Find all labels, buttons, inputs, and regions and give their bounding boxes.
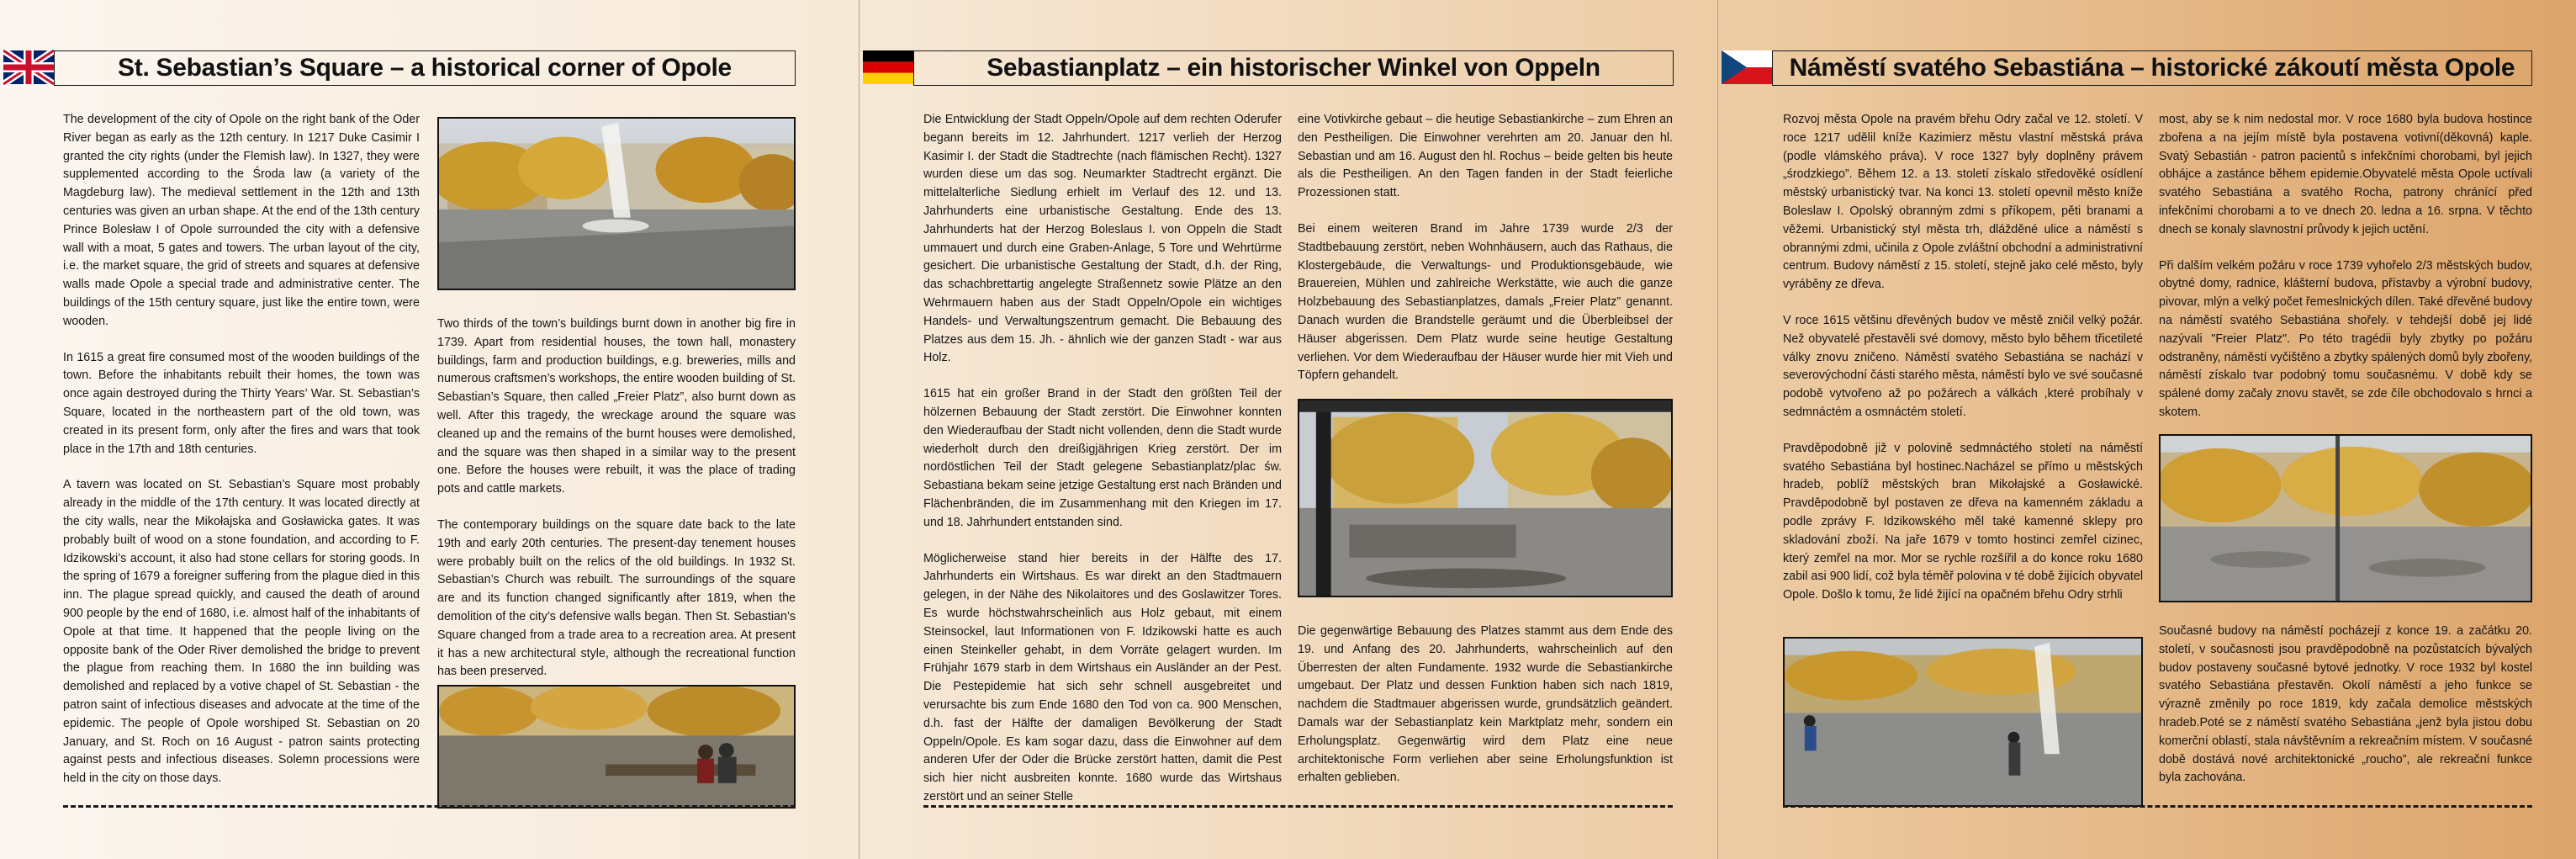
czech-title: Náměstí svatého Sebastiána – historické zákoutí města Opole <box>1772 50 2532 86</box>
czech-right-column-top: most, aby se k nim nedostal mor. V roce 1680 byla budova hostince zbořena a na jejím místě byla postavena votivní(děkovná) kaple. Svatý Sebastián - patron pacientů s infekčními chorobami, byl jejich obhájce a zastánce během epidemie.Obyvatelé města Opole uctívali svatého Sebastiána a svatého Rocha, patrony chránící před infekčními chorobami a to ve dnech 20. ledna a 16. srpna. V těchto dnech se konaly slavnostní průvody k jejich uctění. Při dalším velkém požáru v roce 1739 vyhořelo 2/3 městských budov, obytné domy, radnice, klášterní budova, přístavby a výrobní budovy, pivovar, mlýn a velký počet řemeslnických dílen. Také dřevěné budovy na náměstí svatého Sebastiána shořely. v tehdejší době jej lidé nazývali "Freier Platz". Po této tragédii byly zbytky po požáru odstraněny, náměstí vyčištěno a zbytky spálených domů byly zbořeny, náměstí získalo tvar podobný tomu současnému. V době kdy se spálené domy začaly znovu stavět, se zde číle obchodovalo s hrnci a skotem. <box>2159 113 2532 419</box>
english-title: St. Sebastian’s Square – a historical corner of Opole <box>54 50 796 86</box>
czech-right-column-bottom: Současné budovy na náměstí pocházejí z konce 19. a začátku 20. století, v současnosti jsou pravděpodobně na pozůstatcích bývalých budov postaveny současné bytové jednotky. V roce 1932 byl kostel svatého Sebastiána přestavěn. Okolí náměstí a jeho funkce se výrazně změnily po roce 1819, kdy začala demolice městských hradeb.Poté se z náměstí svatého Sebastiána „jenž byla jistou dobu komerční oblastí, stala návštěvním a rekreačním místem. V současné době dostává nové architektonické „roucho”, ale rekreační funkce byla zachována. <box>2159 624 2532 785</box>
english-right-column: Two thirds of the town’s buildings burnt down in another big fire in 1739. Apart from residential houses, the town hall, monastery buildings, farm and production buildings, e.g. breweries, mills and numerous craftsmen’s workshops, the entire wooden building of St. Sebastian’s Square, then called „Freier Platz”, also burnt down as well. After this tragedy, the wreckage around the square was cleaned up and the remains of the burnt houses were demolished, and the square was then shaped in a similar way to the present one. Before the houses were rebuilt, it was the place of trading pots and cattle markets. The contemporary buildings on the square date back to the late 19th and early 20th centuries. The present-day tenement houses were probably built on the relics of the old buildings. In 1932 St. Sebastian’s Church was rebuilt. The surroundings of the square are and its function changed significantly after 1819, when the demolition of the city’s defensive walls began. Then St. Sebastian’s Square changed from a trade area to a recreation area. At present it has a new architectural style, although the recreational function has been preserved. <box>437 317 796 679</box>
german-panel <box>859 0 1717 859</box>
english-panel <box>0 0 859 859</box>
fountain-square-photo <box>437 117 796 290</box>
german-title: Sebastianplatz – ein historischer Winkel von Oppeln <box>913 50 1674 86</box>
german-divider <box>923 805 1673 808</box>
square-trees-photo <box>2159 434 2532 602</box>
german-flag-icon <box>863 49 913 86</box>
german-left-column: Die Entwicklung der Stadt Oppeln/Opole auf dem rechten Oderufer begann bereits im 12. Jahrhundert. 1217 verlieh der Herzog Kasimir I. der Stadt die Stadtrechte (nach flämischen Recht). 1327 wurden diese um das sog. Neumarkter Stadtrecht ergänzt. Die mittelalterliche Siedlung erhielt im Verlauf des 12. und 13. Jahrhunderts eine urbanistische Gestaltung. Ende des 13. Jahrhunderts hat der Herzog Boleslaus I. von Oppeln die Stadt ummauert und durch eine Graben-Anlage, 5 Tore und Wehrtürme gesichert. Die urbanistische Gestaltung der Stadt, d.h. der Ring, das schachbrettartig angelegte Straßennetz sowie Plätze an den Wehrmauern haben aus der Stadt Oppeln/Opole ein wichtiges Handels- und Verwaltungszentrum gemacht. Die Bebauung des Platzes aus dem 15. Jh. - ähnlich wie der ganzen Stadt - war aus Holz. 1615 hat ein großer Brand in der Stadt den größten Teil der hölzernen Bebauung der Stadt zerstört. Die Einwohner konnten den Wiederaufbau der Stadt nicht vollenden, denn die Stadt wurde wiederholt durch den dreißigjährigen Krieg zerstört. Der im nordöstlichen Teil der Stadt gelegene Sebastianplatz/plac św. Sebastiana bekam seine jetzige Gestaltung erst nach Bränden und Flächenbränden, die im Zusammenhang mit den Kriegen im 17. und 18. Jahrhundert entstanden sind. Möglicherweise stand hier bereits in der Hälfte des 17. Jahrhunderts ein Wirtshaus. Es war direkt an den Stadtmauern gelegen, in der Nähe des Nikolaitores und des Goslawitzer Tores. Es wurde höchstwahrscheinlich aus Holz gebaut, mit einem Steinsockel, laut Informationen von F. Idzikowski hatte es auch einen Steinkeller gehabt, in dem Vorräte gelagert wurden. Im Frühjahr 1679 starb in dem Wirtshaus ein Ausländer an der Pest. Die Pestepidemie hat sich sehr schnell ausgebreitet und verursachte bis zum Ende 1680 den Tod von ca. 900 Menschen, d.h. fast der Hälfte der damaligen Bevölkerung der Stadt Oppeln/Opole. Es kam sogar dazu, dass die Einwohner auf dem anderen Ufer der Oder die Brücke zerstört hatten, damit die Pest sich hier nicht ausbreiten konnte. 1680 wurde das Wirtshaus zerstört und an seiner Stelle <box>923 113 1282 803</box>
square-pavilion-photo <box>1298 399 1673 597</box>
english-divider <box>63 805 796 808</box>
czech-panel <box>1717 0 2576 859</box>
german-right-column-bottom: Die gegenwärtige Bebauung des Platzes stammt aus dem Ende des 19. und Anfang des 20. Jahrhunderts, wahrscheinlich auf den Überresten der alten Fundamente. 1932 wurde die Sebastiankirche umgebaut. Der Platz und dessen Funktion haben sich nach 1819, nachdem die Stadtmauer abgerissen wurde, grundsätzlich geändert. Damals war der Sebastianplatz kein Marktplatz mehr, sondern ein Erholungsplatz. Gegenwärtig wird dem Platz eine neue architektonische Form verliehen aber seine Erholungsfunktion ist erhalten geblieben. <box>1298 624 1673 785</box>
czech-flag-icon <box>1722 49 1772 86</box>
czech-divider <box>1783 805 2532 808</box>
benches-couple-photo <box>437 685 796 809</box>
fountain-visitors-photo <box>1783 637 2143 807</box>
czech-left-column: Rozvoj města Opole na pravém břehu Odry začal ve 12. století. V roce 1217 udělil kníže Kazimierz městu vlastní městská práva (podle vlámského práva). V roce 1327 byly doplněny právem „środzkiego”. Během 12. a 13. století získalo středověké osídlení městský urbanistický tvar. Na konci 13. století opevnil město kníže Boleslaw I. Opolský obranným zdmi s příkopem, pěti branami a věžemi. Urbanistický styl města trh, dlážděné ulice a náměstí s obrannými zdmi, učinila z Opole zvláštní obchodní a administrativní centrum. Budovy náměstí z 15. století, stejně jako celé město, byly vyráběny ze dřeva. V roce 1615 většinu dřevěných budov ve městě zničil velký požár. Než obyvatelé přestavěli své domovy, město bylo během třicetileté války znovu zničeno. Náměstí svatého Sebastiána se nachází v severovýchodní části starého města, náměstí bylo ve své současné podobě vytvořeno až po požárech a válkách ,které probíhaly v sedmnáctém a osmnáctém století. Pravděpodobně již v polovině sedmnáctého století na náměstí svatého Sebastiána byl hostinec.Nacházel se přímo u městských hradeb, poblíž městských bran Mikołajské a Gosławické. Pravděpodobně byl postaven ze dřeva na kamenném základu a podle zprávy F. Idzikowského měl také kamenné sklepy pro skladování zboží. Na jaře 1679 v tomto hostinci zemřel cizinec, který zemřel na mor. Mor se rychle rozšířil a do konce roku 1680 zabil asi 900 lidí, což byla téměř polovina v té době žijících obyvatel Opole. Došlo k tomu, že lidé žijící na opačném břehu Odry strhli <box>1783 113 2143 602</box>
english-left-column: The development of the city of Opole on the right bank of the Oder River began as early as the 12th century. In 1217 Duke Casimir I granted the city rights (under the Flemish law). In 1327, they were supplemented according to the Środa law (a variety of the Magdeburg law). The medieval settlement in the 12th and 13th centuries was given an urban shape. At the end of the 13th century Prince Bolesław I of Opole surrounded the city with a defensive wall with a moat, 5 gates and towers. The urban layout of the city, i.e. the market square, the grid of streets and squares at defensive walls made Opole a special trade and administrative center. The buildings of the 15th century square, just like the entire town, were wooden. In 1615 a great fire consumed most of the wooden buildings of the town. Before the inhabitants rebuilt their homes, the town was once again destroyed during the Thirty Years’ War. St. Sebastian’s Square, located in the northeastern part of the old town, was created in its present form, only after the fires and wars that took place in the 17th and 18th centuries. A tavern was located on St. Sebastian’s Square most probably already in the middle of the 17th century. It was located directly at the city walls, near the Mikołajska and Gosławicka gates. It was probably built of wood on a stone foundation, and according to F. Idzikowski’s account, it also had stone cellars for storing goods. In the spring of 1679 a foreigner suffering from the plague died in this inn. The plague spread quickly, and caused the death of around 900 people by the end of 1680, i.e. almost half of the inhabitants of Opole at that time. It happened that the people living on the opposite bank of the Oder River demolished the bridge to prevent the plague from reaching them. In 1680 the inn building was demolished and replaced by a votive chapel of St. Sebastian - the patron saint of infectious diseases and advocate at the time of the epidemic. The people of Opole worshiped St. Sebastian on 20 January, and St. Roch on 16 August - patron saints protecting against pests and infectious diseases. Solemn processions were held in the city on those days. <box>63 113 420 786</box>
german-right-column-top: eine Votivkirche gebaut – die heutige Sebastiankirche – zum Ehren an den Pestheiligen. Die Einwohner verehrten am 20. Januar den hl. Sebastian und am 16. August den hl. Rochus – beide gelten bis heute als die Pestheiligen. An den Tagen fanden in der Stadt feierliche Prozessionen statt. Bei einem weiteren Brand im Jahre 1739 wurde 2/3 der Stadtbebauung zerstört, neben Wohnhäusern, auch das Rathaus, die Klostergebäude, die Verwaltungs- und Produktionsgebäude, wie Brauereien, Mühlen und zahlreiche Werkstätte, wie auch die ganze Holzbebauung des Sebastianplatzes, damals „Freier Platz” genannt. Danach wurden die Brandstelle geräumt und die Überbleibsel der Häuser abgerissen. Dem Platz wurde seine heutige Gestaltung verliehen. Vor dem Wiederaufbau der Häuser wurde hier mit Vieh und Töpfern gehandelt. <box>1298 113 1673 383</box>
uk-flag-icon <box>3 49 54 86</box>
